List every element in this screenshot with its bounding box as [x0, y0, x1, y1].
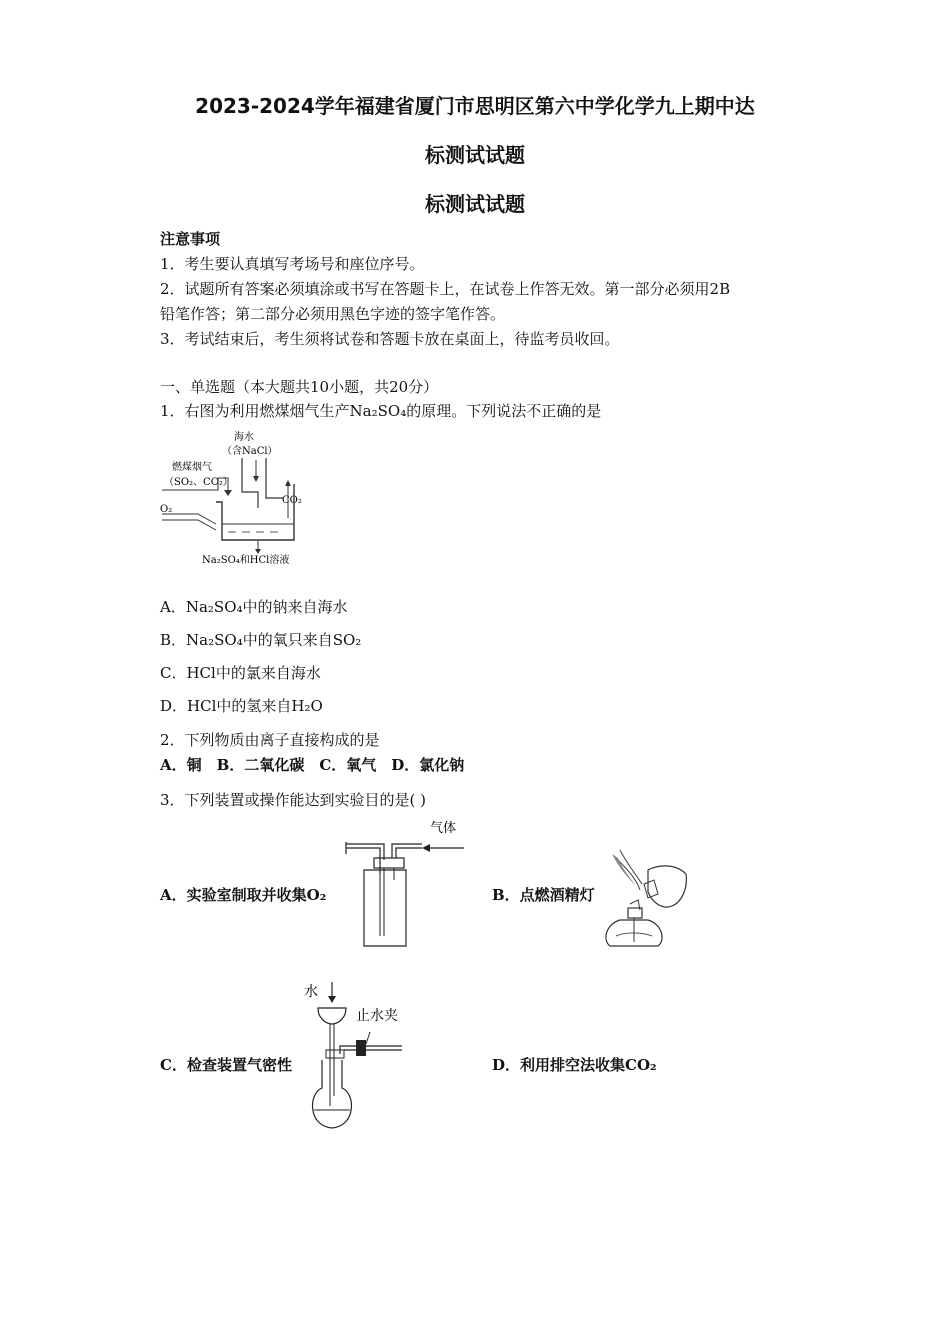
q1-option-c: C．HCl中的氯来自海水 — [160, 664, 321, 682]
q2-options: A．铜 B．二氧化碳 C．氧气 D．氯化钠 — [160, 756, 465, 774]
fig-a-gas-label: 气体 — [430, 821, 457, 836]
fig-o2-label: O₂ — [160, 504, 173, 515]
q3-option-c: C．检查装置气密性 — [160, 1056, 292, 1074]
q1-option-a: A．Na₂SO₄中的钠来自海水 — [160, 598, 348, 616]
fig-seawater-label: 海水 — [234, 432, 254, 443]
q3-figure-b — [596, 848, 696, 953]
notice-heading: 注意事项 — [160, 230, 221, 248]
q1-process-figure — [158, 428, 308, 573]
notice-item-2: 2．试题所有答案必须填涂或书写在答题卡上，在试卷上作答无效。第一部分必须用2B — [160, 280, 731, 298]
doc-title-line2: 标测试试题 — [425, 143, 525, 167]
fig-c-water-label: 水 — [304, 984, 318, 1000]
fig-product-label: Na₂SO₄和HCl溶液 — [202, 555, 290, 566]
q1-stem: 1．右图为利用燃煤烟气生产Na₂SO₄的原理。下列说法不正确的是 — [160, 402, 602, 420]
fig-flue-label: 燃煤烟气 — [172, 462, 212, 473]
q1-option-d: D．HCl中的氢来自H₂O — [160, 697, 323, 715]
q3-option-d: D．利用排空法收集CO₂ — [492, 1056, 657, 1074]
fig-c-clamp-label: 止水夹 — [356, 1008, 398, 1024]
q3-option-b: B．点燃酒精灯 — [492, 886, 595, 904]
fig-nacl-label: （含NaCl） — [222, 446, 278, 457]
notice-item-3: 3．考试结束后，考生须将试卷和答题卡放在桌面上，待监考员收回。 — [160, 330, 620, 348]
doc-title-line3: 标测试试题 — [425, 192, 525, 216]
fig-flue-comp-label: （SO₂、CO₂） — [164, 477, 233, 488]
q3-stem: 3．下列装置或操作能达到实验目的是( ) — [160, 791, 427, 809]
q1-option-b: B．Na₂SO₄中的氧只来自SO₂ — [160, 631, 362, 649]
doc-title-line1: 2023-2024学年福建省厦门市思明区第六中学化学九上期中达 — [195, 94, 755, 118]
notice-item-1: 1．考生要认真填写考场号和座位序号。 — [160, 255, 425, 273]
notice-item-2-cont: 铅笔作答；第二部分必须用黑色字迹的签字笔作答。 — [160, 305, 506, 323]
q3-figure-c — [304, 976, 408, 1136]
q3-figure-a — [340, 816, 470, 951]
q3-option-a: A．实验室制取并收集O₂ — [160, 886, 327, 904]
fig-co2-label: CO₂ — [282, 495, 302, 506]
q2-stem: 2．下列物质由离子直接构成的是 — [160, 731, 380, 749]
section1-heading: 一、单选题（本大题共10小题，共20分） — [160, 378, 439, 396]
